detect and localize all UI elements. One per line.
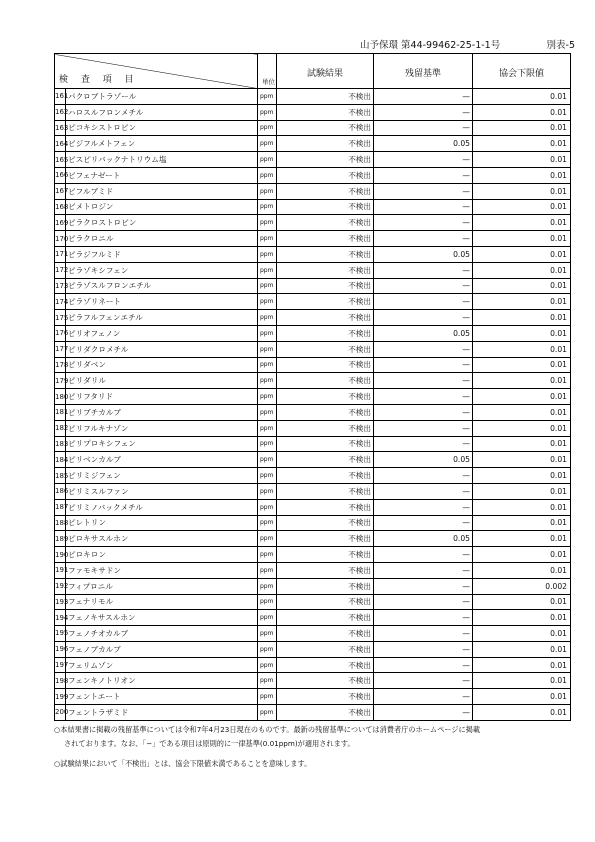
item-name: フェントラザミド <box>66 705 258 721</box>
unit-cell: ppm <box>258 657 277 673</box>
row-number: 194 <box>55 610 66 626</box>
item-name: ファモキサドン <box>66 562 258 578</box>
result-cell: 不検出 <box>277 373 374 389</box>
lower-limit-cell: 0.01 <box>473 452 571 468</box>
row-number: 166 <box>55 167 66 183</box>
table-row <box>55 341 571 357</box>
lower-limit-cell: 0.01 <box>473 152 571 168</box>
unit-header-label: 単位 <box>262 78 275 86</box>
mrl-cell: 0.05 <box>374 531 473 547</box>
row-number: 180 <box>55 389 66 405</box>
unit-cell: ppm <box>258 468 277 484</box>
table-row <box>55 373 571 389</box>
item-header-label: 検 査 項 目 <box>59 75 139 85</box>
table-row <box>55 89 571 105</box>
result-cell: 不検出 <box>277 673 374 689</box>
item-name: ピリミノバックメチル <box>66 499 258 515</box>
item-name: ハロスルフロンメチル <box>66 104 258 120</box>
mrl-cell: — <box>374 215 473 231</box>
item-name: パクロブトラゾール <box>66 89 258 105</box>
item-name: ピリミスルファン <box>66 483 258 499</box>
sheet-label: 別表-5 <box>546 40 575 51</box>
unit-column-header <box>258 54 277 89</box>
table-row <box>55 673 571 689</box>
item-name: ピラクロストロビン <box>66 215 258 231</box>
result-cell: 不検出 <box>277 452 374 468</box>
unit-cell: ppm <box>258 404 277 420</box>
mrl-cell: — <box>374 673 473 689</box>
mrl-cell: — <box>374 705 473 721</box>
mrl-cell: — <box>374 294 473 310</box>
table-row <box>55 389 571 405</box>
item-column-header <box>55 54 258 89</box>
mrl-cell: — <box>374 278 473 294</box>
result-cell: 不検出 <box>277 167 374 183</box>
item-name: ピロキロン <box>66 547 258 563</box>
note-not-detected: ○試験結果において「不検出」とは、協会下限値未満であることを意味します。 <box>54 759 312 768</box>
lower-limit-cell: 0.01 <box>473 325 571 341</box>
mrl-cell: — <box>374 420 473 436</box>
mrl-cell: 0.05 <box>374 325 473 341</box>
lower-limit-cell: 0.01 <box>473 262 571 278</box>
mrl-cell: — <box>374 562 473 578</box>
item-name: ピレトリン <box>66 515 258 531</box>
result-cell: 不検出 <box>277 278 374 294</box>
result-cell: 不検出 <box>277 136 374 152</box>
mrl-cell: — <box>374 389 473 405</box>
table-row <box>55 215 571 231</box>
item-name: ピリフタリド <box>66 389 258 405</box>
result-cell: 不検出 <box>277 404 374 420</box>
table-row <box>55 468 571 484</box>
unit-cell: ppm <box>258 705 277 721</box>
lower-limit-cell: 0.01 <box>473 136 571 152</box>
table-row <box>55 657 571 673</box>
unit-cell: ppm <box>258 578 277 594</box>
unit-cell: ppm <box>258 420 277 436</box>
mrl-cell: — <box>374 547 473 563</box>
lower-limit-cell: 0.01 <box>473 626 571 642</box>
table-row <box>55 610 571 626</box>
unit-cell: ppm <box>258 452 277 468</box>
lower-limit-cell: 0.01 <box>473 483 571 499</box>
table-row <box>55 483 571 499</box>
unit-cell: ppm <box>258 246 277 262</box>
table-row <box>55 294 571 310</box>
table-row <box>55 499 571 515</box>
document-header <box>360 37 575 51</box>
table-row <box>55 562 571 578</box>
lower-limit-cell: 0.01 <box>473 562 571 578</box>
result-cell: 不検出 <box>277 215 374 231</box>
lower-limit-cell: 0.01 <box>473 389 571 405</box>
unit-cell: ppm <box>258 547 277 563</box>
result-cell: 不検出 <box>277 310 374 326</box>
table-row <box>55 531 571 547</box>
item-name: ピラゾリネート <box>66 294 258 310</box>
result-cell: 不検出 <box>277 641 374 657</box>
item-name: ピリオフェノン <box>66 325 258 341</box>
row-number: 183 <box>55 436 66 452</box>
document-number: 山予保環 第44-99462-25-1-1号 <box>360 40 501 51</box>
row-number: 191 <box>55 562 66 578</box>
result-cell: 不検出 <box>277 578 374 594</box>
item-name: ピリダクロメチル <box>66 341 258 357</box>
item-name: ピコキシストロビン <box>66 120 258 136</box>
lower-limit-cell: 0.01 <box>473 610 571 626</box>
table-row <box>55 705 571 721</box>
mrl-cell: — <box>374 341 473 357</box>
item-name: フェノブカルブ <box>66 641 258 657</box>
item-name: ピリミジフェン <box>66 468 258 484</box>
mrl-column-header: 残留基準 <box>374 54 473 89</box>
unit-cell: ppm <box>258 610 277 626</box>
item-name: ビジフルメトフェン <box>66 136 258 152</box>
unit-cell: ppm <box>258 515 277 531</box>
result-cell: 不検出 <box>277 246 374 262</box>
mrl-cell: — <box>374 468 473 484</box>
result-cell: 不検出 <box>277 89 374 105</box>
item-name: ピリベンカルブ <box>66 452 258 468</box>
row-number: 199 <box>55 689 66 705</box>
lower-limit-cell: 0.01 <box>473 278 571 294</box>
note-mrl-line1: ○本結果書に掲載の残留基準については令和7年4月23日現在のものです。最新の残留基準については消費者庁のホームページに掲載 <box>54 725 481 734</box>
lower-limit-cell: 0.01 <box>473 89 571 105</box>
row-number: 164 <box>55 136 66 152</box>
unit-cell: ppm <box>258 562 277 578</box>
lower-limit-cell: 0.01 <box>473 531 571 547</box>
result-cell: 不検出 <box>277 547 374 563</box>
row-number: 177 <box>55 341 66 357</box>
result-cell: 不検出 <box>277 341 374 357</box>
mrl-cell: — <box>374 610 473 626</box>
row-number: 173 <box>55 278 66 294</box>
item-name: フェンキノトリオン <box>66 673 258 689</box>
lower-limit-cell: 0.01 <box>473 167 571 183</box>
unit-cell: ppm <box>258 341 277 357</box>
table-row <box>55 547 571 563</box>
row-number: 165 <box>55 152 66 168</box>
row-number: 161 <box>55 89 66 105</box>
table-row <box>55 136 571 152</box>
lower-limit-cell: 0.01 <box>473 373 571 389</box>
table-row <box>55 278 571 294</box>
lower-limit-cell: 0.01 <box>473 246 571 262</box>
table-row <box>55 325 571 341</box>
item-name: ビフェナゼート <box>66 167 258 183</box>
lower-limit-cell: 0.01 <box>473 547 571 563</box>
result-cell: 不検出 <box>277 325 374 341</box>
mrl-cell: — <box>374 373 473 389</box>
table-body <box>55 89 571 721</box>
table-header-row <box>55 54 571 89</box>
result-cell: 不検出 <box>277 626 374 642</box>
result-cell: 不検出 <box>277 357 374 373</box>
unit-cell: ppm <box>258 357 277 373</box>
row-number: 190 <box>55 547 66 563</box>
row-number: 198 <box>55 673 66 689</box>
result-cell: 不検出 <box>277 120 374 136</box>
lower-limit-cell: 0.01 <box>473 357 571 373</box>
result-cell: 不検出 <box>277 562 374 578</box>
unit-cell: ppm <box>258 499 277 515</box>
table-row <box>55 199 571 215</box>
lower-limit-cell: 0.01 <box>473 468 571 484</box>
table-row <box>55 183 571 199</box>
unit-cell: ppm <box>258 389 277 405</box>
lower-limit-cell: 0.01 <box>473 199 571 215</box>
lower-limit-cell: 0.01 <box>473 705 571 721</box>
unit-cell: ppm <box>258 199 277 215</box>
table-row <box>55 120 571 136</box>
row-number: 174 <box>55 294 66 310</box>
mrl-cell: — <box>374 231 473 247</box>
lower-limit-cell: 0.01 <box>473 231 571 247</box>
lower-limit-cell: 0.01 <box>473 420 571 436</box>
item-name: フェントエート <box>66 689 258 705</box>
item-name: ビスピリバックナトリウム塩 <box>66 152 258 168</box>
lower-limit-cell: 0.01 <box>473 104 571 120</box>
table-row <box>55 262 571 278</box>
table-row <box>55 357 571 373</box>
lower-limit-cell: 0.01 <box>473 594 571 610</box>
mrl-cell: 0.05 <box>374 452 473 468</box>
lower-limit-cell: 0.01 <box>473 294 571 310</box>
table-row <box>55 246 571 262</box>
result-cell: 不検出 <box>277 199 374 215</box>
unit-cell: ppm <box>258 215 277 231</box>
unit-cell: ppm <box>258 673 277 689</box>
row-number: 178 <box>55 357 66 373</box>
lower-limit-cell: 0.01 <box>473 515 571 531</box>
item-name: ピロキサスルホン <box>66 531 258 547</box>
item-name: ピラゾスルフロンエチル <box>66 278 258 294</box>
row-number: 193 <box>55 594 66 610</box>
table-row <box>55 578 571 594</box>
row-number: 192 <box>55 578 66 594</box>
result-cell: 不検出 <box>277 468 374 484</box>
item-name: ピリフルキナゾン <box>66 420 258 436</box>
result-cell: 不検出 <box>277 436 374 452</box>
result-cell: 不検出 <box>277 531 374 547</box>
unit-cell: ppm <box>258 278 277 294</box>
unit-cell: ppm <box>258 373 277 389</box>
table-row <box>55 626 571 642</box>
result-cell: 不検出 <box>277 262 374 278</box>
result-cell: 不検出 <box>277 657 374 673</box>
lower-limit-cell: 0.01 <box>473 183 571 199</box>
row-number: 163 <box>55 120 66 136</box>
mrl-cell: — <box>374 483 473 499</box>
row-number: 162 <box>55 104 66 120</box>
result-cell: 不検出 <box>277 594 374 610</box>
result-cell: 不検出 <box>277 231 374 247</box>
row-number: 179 <box>55 373 66 389</box>
lower-limit-cell: 0.01 <box>473 641 571 657</box>
row-number: 188 <box>55 515 66 531</box>
unit-cell: ppm <box>258 483 277 499</box>
unit-cell: ppm <box>258 531 277 547</box>
row-number: 167 <box>55 183 66 199</box>
table-row <box>55 152 571 168</box>
table-row <box>55 310 571 326</box>
mrl-cell: — <box>374 641 473 657</box>
mrl-cell: — <box>374 657 473 673</box>
result-cell: 不検出 <box>277 499 374 515</box>
lower-limit-cell: 0.01 <box>473 404 571 420</box>
item-name: ピラクロニル <box>66 231 258 247</box>
result-cell: 不検出 <box>277 389 374 405</box>
result-cell: 不検出 <box>277 420 374 436</box>
row-number: 200 <box>55 705 66 721</box>
item-name: ビフルブミド <box>66 183 258 199</box>
result-cell: 不検出 <box>277 610 374 626</box>
row-number: 181 <box>55 404 66 420</box>
mrl-cell: — <box>374 578 473 594</box>
unit-cell: ppm <box>258 89 277 105</box>
mrl-cell: — <box>374 357 473 373</box>
note-mrl-line2: されております。なお、「−」である項目は原則的に一律基準(0.01ppm)が適用されます。 <box>64 739 355 748</box>
result-cell: 不検出 <box>277 183 374 199</box>
table-row <box>55 231 571 247</box>
mrl-cell: 0.05 <box>374 246 473 262</box>
row-number: 186 <box>55 483 66 499</box>
result-cell: 不検出 <box>277 483 374 499</box>
row-number: 168 <box>55 199 66 215</box>
table-row <box>55 641 571 657</box>
item-name: フェリムゾン <box>66 657 258 673</box>
mrl-cell: — <box>374 626 473 642</box>
table-row <box>55 404 571 420</box>
lower-limit-cell: 0.002 <box>473 578 571 594</box>
row-number: 195 <box>55 626 66 642</box>
table-row <box>55 515 571 531</box>
mrl-cell: — <box>374 262 473 278</box>
unit-cell: ppm <box>258 104 277 120</box>
mrl-cell: — <box>374 183 473 199</box>
unit-cell: ppm <box>258 262 277 278</box>
mrl-cell: — <box>374 89 473 105</box>
mrl-cell: — <box>374 104 473 120</box>
lower-limit-cell: 0.01 <box>473 499 571 515</box>
unit-cell: ppm <box>258 310 277 326</box>
item-name: ピラジフルミド <box>66 246 258 262</box>
unit-cell: ppm <box>258 167 277 183</box>
row-number: 176 <box>55 325 66 341</box>
unit-cell: ppm <box>258 183 277 199</box>
row-number: 171 <box>55 246 66 262</box>
row-number: 175 <box>55 310 66 326</box>
mrl-cell: — <box>374 120 473 136</box>
unit-cell: ppm <box>258 436 277 452</box>
footnotes <box>54 723 574 771</box>
mrl-cell: — <box>374 310 473 326</box>
unit-cell: ppm <box>258 641 277 657</box>
unit-cell: ppm <box>258 626 277 642</box>
lower-limit-cell: 0.01 <box>473 689 571 705</box>
lower-limit-cell: 0.01 <box>473 657 571 673</box>
result-cell: 不検出 <box>277 104 374 120</box>
unit-cell: ppm <box>258 294 277 310</box>
table-row <box>55 452 571 468</box>
mrl-cell: — <box>374 436 473 452</box>
unit-cell: ppm <box>258 120 277 136</box>
mrl-cell: — <box>374 594 473 610</box>
mrl-cell: — <box>374 404 473 420</box>
item-name: フェノキサスルホン <box>66 610 258 626</box>
item-name: ピリブチカルブ <box>66 404 258 420</box>
table-row <box>55 420 571 436</box>
table-row <box>55 104 571 120</box>
mrl-cell: — <box>374 152 473 168</box>
row-number: 189 <box>55 531 66 547</box>
results-table <box>54 53 571 721</box>
lower-limit-cell: 0.01 <box>473 310 571 326</box>
item-name: ピリダリル <box>66 373 258 389</box>
item-name: フェノチオカルブ <box>66 626 258 642</box>
unit-cell: ppm <box>258 594 277 610</box>
mrl-cell: — <box>374 199 473 215</box>
result-column-header: 試験結果 <box>277 54 374 89</box>
result-cell: 不検出 <box>277 689 374 705</box>
table-row <box>55 436 571 452</box>
lower-limit-cell: 0.01 <box>473 341 571 357</box>
mrl-cell: 0.05 <box>374 136 473 152</box>
unit-cell: ppm <box>258 325 277 341</box>
mrl-cell: — <box>374 167 473 183</box>
row-number: 172 <box>55 262 66 278</box>
unit-cell: ppm <box>258 152 277 168</box>
table-row <box>55 689 571 705</box>
item-name: ピラフルフェンエチル <box>66 310 258 326</box>
row-number: 182 <box>55 420 66 436</box>
row-number: 187 <box>55 499 66 515</box>
item-name: フェナリモル <box>66 594 258 610</box>
mrl-cell: — <box>374 689 473 705</box>
item-name: ピラゾキシフェン <box>66 262 258 278</box>
lower-limit-cell: 0.01 <box>473 215 571 231</box>
unit-cell: ppm <box>258 689 277 705</box>
table-row <box>55 594 571 610</box>
row-number: 197 <box>55 657 66 673</box>
lower-limit-cell: 0.01 <box>473 673 571 689</box>
result-cell: 不検出 <box>277 152 374 168</box>
result-cell: 不検出 <box>277 705 374 721</box>
item-name: ピリプロキシフェン <box>66 436 258 452</box>
result-cell: 不検出 <box>277 515 374 531</box>
lower-limit-cell: 0.01 <box>473 436 571 452</box>
item-name: ビメトロジン <box>66 199 258 215</box>
result-cell: 不検出 <box>277 294 374 310</box>
unit-cell: ppm <box>258 136 277 152</box>
row-number: 196 <box>55 641 66 657</box>
row-number: 169 <box>55 215 66 231</box>
item-name: ピリダベン <box>66 357 258 373</box>
lower-limit-cell: 0.01 <box>473 120 571 136</box>
mrl-cell: — <box>374 499 473 515</box>
mrl-cell: — <box>374 515 473 531</box>
row-number: 170 <box>55 231 66 247</box>
row-number: 185 <box>55 468 66 484</box>
unit-cell: ppm <box>258 231 277 247</box>
lower-limit-column-header: 協会下限値 <box>473 54 571 89</box>
item-name: フィプロニル <box>66 578 258 594</box>
row-number: 184 <box>55 452 66 468</box>
table-row <box>55 167 571 183</box>
